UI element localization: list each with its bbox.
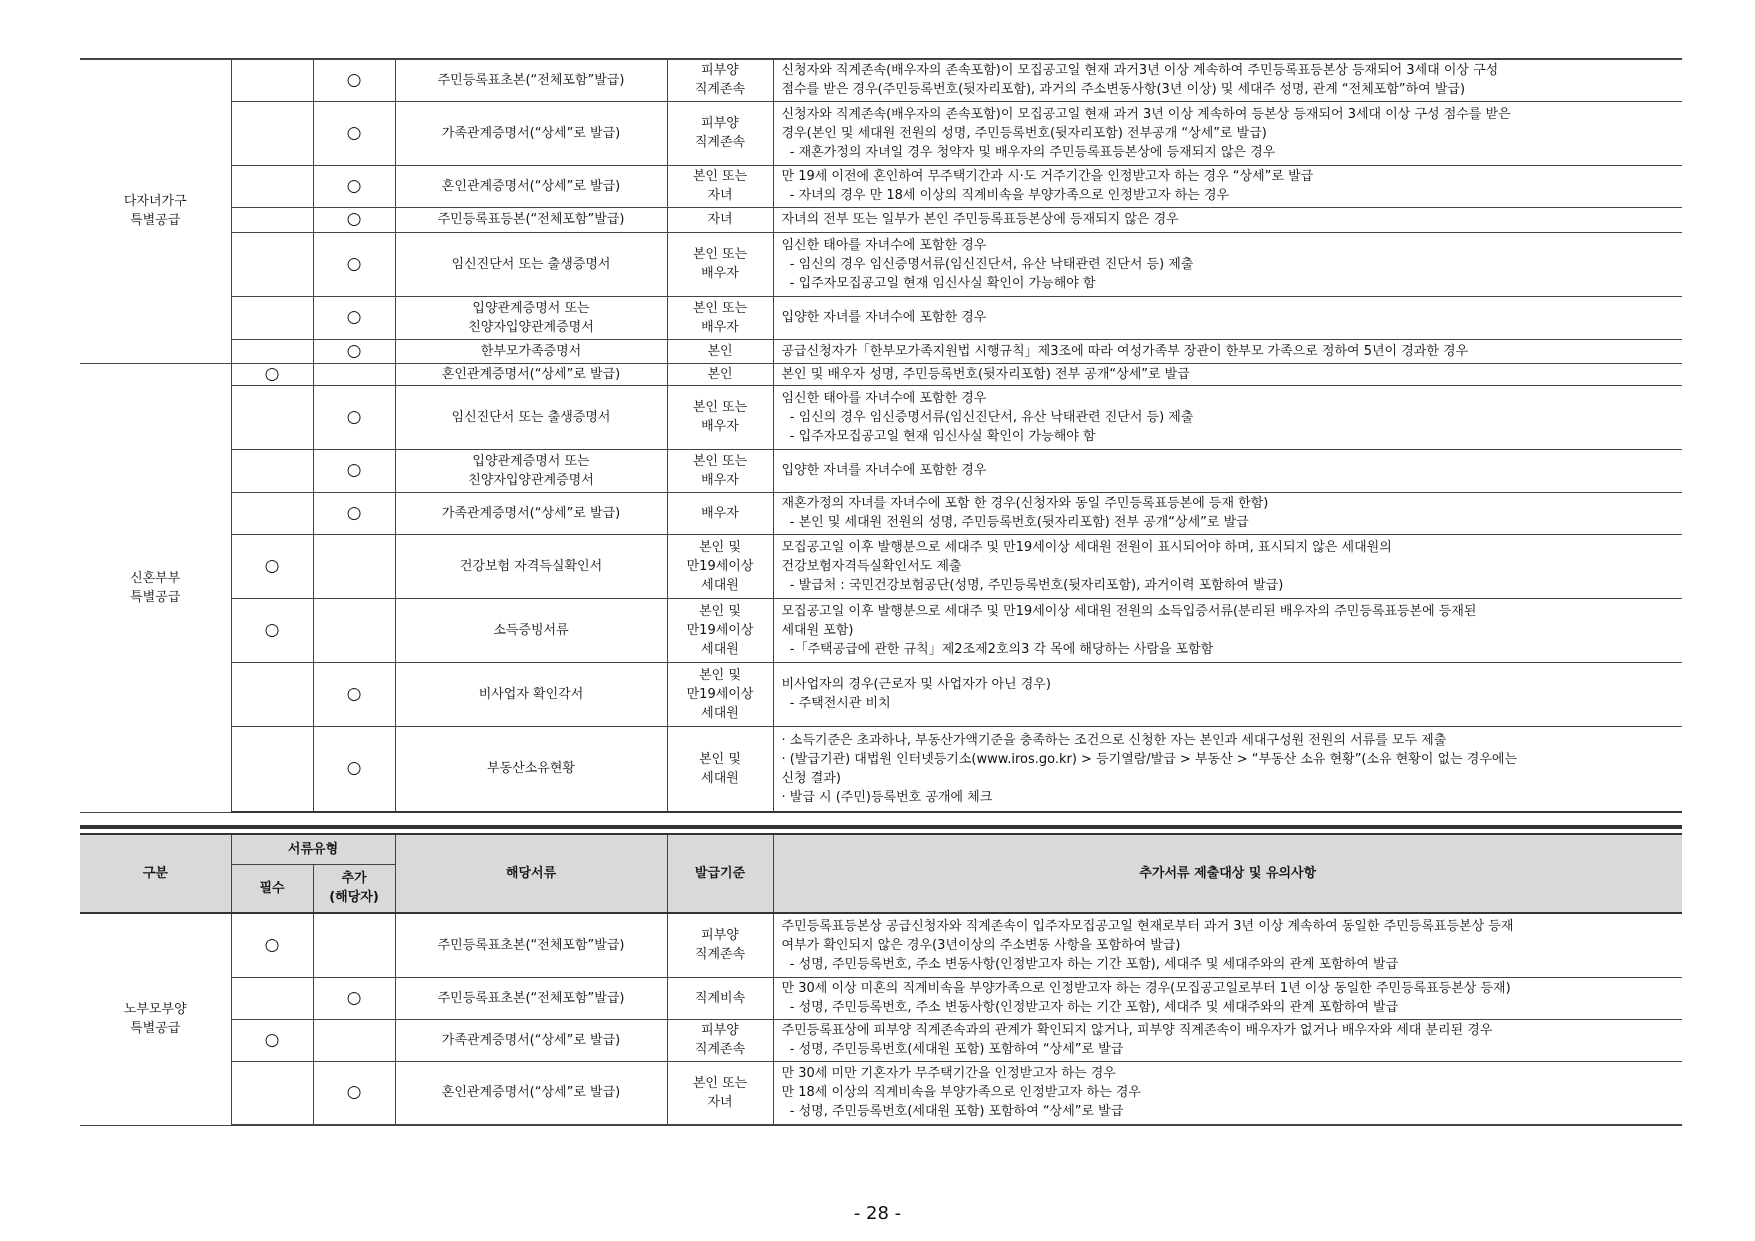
required-cell — [231, 165, 313, 207]
category-cell: 노부모부양 특별공급 — [80, 913, 231, 1125]
basis-cell: 본인 및 만19세이상 세대원 — [667, 598, 773, 662]
notes-cell: 입양한 자녀를 자녀수에 포함한 경우 — [773, 296, 1682, 339]
additional-mark: ○ — [313, 977, 395, 1019]
required-cell — [231, 59, 313, 101]
notes-cell: 본인 및 배우자 성명, 주민등록번호(뒷자리포함) 전부 공개“상세”로 발급 — [773, 363, 1682, 385]
document-cell: 혼인관계증명서(“상세”로 발급) — [395, 363, 667, 385]
additional-mark: ○ — [313, 59, 395, 101]
notes-cell: 모집공고일 이후 발행분으로 세대주 및 만19세이상 세대원 전원이 표시되어야 하며, 표시되지 않은 세대원의 건강보험자격득실확인서도 제출 - 발급처 : 국민건강보험공단(성명, 주민등록번호(뒷자리포함), 과거이력 포함하여 발급) — [773, 534, 1682, 598]
additional-cell — [313, 1019, 395, 1061]
basis-cell: 배우자 — [667, 492, 773, 534]
required-mark: ○ — [231, 913, 313, 977]
additional-cell — [313, 363, 395, 385]
table-row — [80, 726, 1682, 812]
additional-mark: ○ — [313, 1061, 395, 1125]
table-row — [80, 59, 1682, 101]
header-row — [80, 834, 1682, 864]
table-row — [80, 363, 1682, 385]
additional-mark: ○ — [313, 232, 395, 296]
notes-cell: 주민등록표상에 피부양 직계존속과의 관계가 확인되지 않거나, 피부양 직계존속이 배우자가 없거나 배우자와 세대 분리된 경우 - 성명, 주민등록번호(세대원 포함) 포함하여 “상세”로 발급 — [773, 1019, 1682, 1061]
additional-mark: ○ — [313, 165, 395, 207]
additional-mark: ○ — [313, 726, 395, 812]
document-cell: 임신진단서 또는 출생증명서 — [395, 232, 667, 296]
basis-cell: 본인 또는 배우자 — [667, 296, 773, 339]
basis-cell: 피부양 직계존속 — [667, 913, 773, 977]
table-row — [80, 534, 1682, 598]
table-row — [80, 296, 1682, 339]
additional-mark: ○ — [313, 449, 395, 492]
required-mark: ○ — [231, 534, 313, 598]
header-additional: 추가 (해당자) — [313, 864, 395, 913]
lower-document-table — [80, 833, 1682, 1126]
table-row — [80, 662, 1682, 726]
required-cell — [231, 296, 313, 339]
table-row — [80, 449, 1682, 492]
document-cell: 혼인관계증명서(“상세”로 발급) — [395, 165, 667, 207]
additional-cell — [313, 598, 395, 662]
document-cell: 건강보험 자격득실확인서 — [395, 534, 667, 598]
required-cell — [231, 977, 313, 1019]
document-cell: 혼인관계증명서(“상세”로 발급) — [395, 1061, 667, 1125]
document-cell: 비사업자 확인각서 — [395, 662, 667, 726]
table-row — [80, 977, 1682, 1019]
basis-cell: 본인 및 만19세이상 세대원 — [667, 534, 773, 598]
document-cell: 주민등록표초본(“전체포함”발급) — [395, 59, 667, 101]
table-row — [80, 165, 1682, 207]
document-cell: 주민등록표등본(“전체포함”발급) — [395, 207, 667, 232]
notes-cell: 임신한 태아를 자녀수에 포함한 경우 - 임신의 경우 임신증명서류(임신진단서, 유산 낙태관련 진단서 등) 제출 - 입주자모집공고일 현재 임신사실 확인이 가능해야 함 — [773, 385, 1682, 449]
basis-cell: 직계비속 — [667, 977, 773, 1019]
basis-cell: 본인 또는 배우자 — [667, 449, 773, 492]
upper-document-table — [80, 58, 1682, 813]
header-required: 필수 — [231, 864, 313, 913]
additional-mark: ○ — [313, 296, 395, 339]
notes-cell: 임신한 태아를 자녀수에 포함한 경우 - 임신의 경우 임신증명서류(임신진단서, 유산 낙태관련 진단서 등) 제출 - 입주자모집공고일 현재 임신사실 확인이 가능해야 함 — [773, 232, 1682, 296]
additional-mark: ○ — [313, 207, 395, 232]
basis-cell: 피부양 직계존속 — [667, 1019, 773, 1061]
additional-mark: ○ — [313, 492, 395, 534]
basis-cell: 본인 — [667, 339, 773, 363]
header-category: 구분 — [80, 834, 231, 913]
document-cell: 가족관계증명서(“상세”로 발급) — [395, 101, 667, 165]
notes-cell: 만 19세 이전에 혼인하여 무주택기간과 시·도 거주기간을 인정받고자 하는 경우 “상세”로 발급 - 자녀의 경우 만 18세 이상의 직계비속을 부양가족으로 인정받고자 하는 경우 — [773, 165, 1682, 207]
document-cell: 한부모가족증명서 — [395, 339, 667, 363]
header-document: 해당서류 — [395, 834, 667, 913]
notes-cell: 신청자와 직계존속(배우자의 존속포함)이 모집공고일 현재 과거3년 이상 계속하여 주민등록표등본상 등재되어 3세대 이상 구성 점수를 받은 경우(주민등록번호(뒷자리포함), 과거의 주소변동사항(3년 이상) 및 세대주 성명, 관계 “전체포함”하여 발급) — [773, 59, 1682, 101]
basis-cell: 피부양 직계존속 — [667, 101, 773, 165]
basis-cell: 본인 또는 자녀 — [667, 165, 773, 207]
document-cell: 입양관계증명서 또는 친양자입양관계증명서 — [395, 296, 667, 339]
notes-cell: 주민등록표등본상 공급신청자와 직계존속이 입주자모집공고일 현재로부터 과거 3년 이상 계속하여 동일한 주민등록표등본상 등재 여부가 확인되지 않은 경우(3년이상의 주소변동 사항을 포함하여 발급) - 성명, 주민등록번호, 주소 변동사항(인정받고자 하는 기간 포함), 세대주 및 세대주와의 관계 포함하여 발급 — [773, 913, 1682, 977]
table-row — [80, 207, 1682, 232]
notes-cell: 자녀의 전부 또는 일부가 본인 주민등록표등본상에 등재되지 않은 경우 — [773, 207, 1682, 232]
table-row — [80, 492, 1682, 534]
required-cell — [231, 232, 313, 296]
table-row — [80, 913, 1682, 977]
additional-mark: ○ — [313, 662, 395, 726]
required-mark: ○ — [231, 598, 313, 662]
basis-cell: 본인 — [667, 363, 773, 385]
notes-cell: 입양한 자녀를 자녀수에 포함한 경우 — [773, 449, 1682, 492]
header-notes: 추가서류 제출대상 및 유의사항 — [773, 834, 1682, 913]
basis-cell: 자녀 — [667, 207, 773, 232]
notes-cell: 만 30세 이상 미혼의 직계비속을 부양가족으로 인정받고자 하는 경우(모집공고일로부터 1년 이상 동일한 주민등록표등본상 등재) - 성명, 주민등록번호, 주소 변동사항(인정받고자 하는 기간 포함), 세대주 및 세대주와의 관계 포함하여 발급 — [773, 977, 1682, 1019]
table-row — [80, 598, 1682, 662]
table-row — [80, 1019, 1682, 1061]
category-cell: 다자녀가구 특별공급 — [80, 59, 231, 363]
notes-cell: 만 30세 미만 기혼자가 무주택기간을 인정받고자 하는 경우 만 18세 이상의 직계비속을 부양가족으로 인정받고자 하는 경우 - 성명, 주민등록번호(세대원 포함) 포함하여 “상세”로 발급 — [773, 1061, 1682, 1125]
document-cell: 임신진단서 또는 출생증명서 — [395, 385, 667, 449]
table-row — [80, 339, 1682, 363]
required-cell — [231, 1061, 313, 1125]
header-doc-type: 서류유형 — [231, 834, 395, 864]
basis-cell: 본인 및 만19세이상 세대원 — [667, 662, 773, 726]
notes-cell: 재혼가정의 자녀를 자녀수에 포함 한 경우(신청자와 동일 주민등록표등본에 등재 한함) - 본인 및 세대원 전원의 성명, 주민등록번호(뒷자리포함) 전부 공개“상세”로 발급 — [773, 492, 1682, 534]
required-cell — [231, 339, 313, 363]
basis-cell: 본인 및 세대원 — [667, 726, 773, 812]
required-cell — [231, 385, 313, 449]
document-cell: 부동산소유현황 — [395, 726, 667, 812]
additional-mark: ○ — [313, 101, 395, 165]
required-cell — [231, 726, 313, 812]
required-cell — [231, 207, 313, 232]
header-basis: 발급기준 — [667, 834, 773, 913]
additional-mark: ○ — [313, 385, 395, 449]
category-cell: 신혼부부 특별공급 — [80, 363, 231, 812]
document-cell: 가족관계증명서(“상세”로 발급) — [395, 1019, 667, 1061]
basis-cell: 피부양 직계존속 — [667, 59, 773, 101]
required-cell — [231, 101, 313, 165]
required-mark: ○ — [231, 1019, 313, 1061]
document-cell: 주민등록표초본(“전체포함”발급) — [395, 977, 667, 1019]
table-row — [80, 101, 1682, 165]
page-number: - 28 - — [853, 1203, 902, 1224]
basis-cell: 본인 또는 배우자 — [667, 385, 773, 449]
table-row — [80, 232, 1682, 296]
basis-cell: 본인 또는 배우자 — [667, 232, 773, 296]
table-row — [80, 385, 1682, 449]
required-cell — [231, 449, 313, 492]
document-cell: 소득증빙서류 — [395, 598, 667, 662]
required-mark: ○ — [231, 363, 313, 385]
notes-cell: 공급신청자가「한부모가족지원법 시행규칙」제3조에 따라 여성가족부 장관이 한부모 가족으로 정하여 5년이 경과한 경우 — [773, 339, 1682, 363]
additional-cell — [313, 913, 395, 977]
table-row — [80, 1061, 1682, 1125]
document-cell: 입양관계증명서 또는 친양자입양관계증명서 — [395, 449, 667, 492]
notes-cell: 비사업자의 경우(근로자 및 사업자가 아닌 경우) - 주택전시관 비치 — [773, 662, 1682, 726]
section-divider — [80, 825, 1682, 829]
required-cell — [231, 662, 313, 726]
notes-cell: 신청자와 직계존속(배우자의 존속포함)이 모집공고일 현재 과거 3년 이상 계속하여 등본상 등재되어 3세대 이상 구성 점수를 받은 경우(본인 및 세대원 전원의 성명, 주민등록번호(뒷자리포함) 전부공개 “상세”로 발급) - 재혼가정의 자녀일 경우 청약자 및 배우자의 주민등록표등본상에 등재되지 않은 경우 — [773, 101, 1682, 165]
additional-mark: ○ — [313, 339, 395, 363]
required-cell — [231, 492, 313, 534]
notes-cell: · 소득기준은 초과하나, 부동산가액기준을 충족하는 조건으로 신청한 자는 본인과 세대구성원 전원의 서류를 모두 제출 · (발급기관) 대법원 인터넷등기소(www.iros.go.kr) > 등기열람/발급 > 부동산 > “부동산 소유 현황”(소유 현황이 없는 경우에는 신청 결과) · 발급 시 (주민)등록번호 공개에 체크 — [773, 726, 1682, 812]
document-cell: 주민등록표초본(“전체포함”발급) — [395, 913, 667, 977]
notes-cell: 모집공고일 이후 발행분으로 세대주 및 만19세이상 세대원 전원의 소득입증서류(분리된 배우자의 주민등록표등본에 등재된 세대원 포함) -「주택공급에 관한 규칙」제2조제2호의3 각 목에 해당하는 사람을 포함함 — [773, 598, 1682, 662]
basis-cell: 본인 또는 자녀 — [667, 1061, 773, 1125]
document-cell: 가족관계증명서(“상세”로 발급) — [395, 492, 667, 534]
additional-cell — [313, 534, 395, 598]
